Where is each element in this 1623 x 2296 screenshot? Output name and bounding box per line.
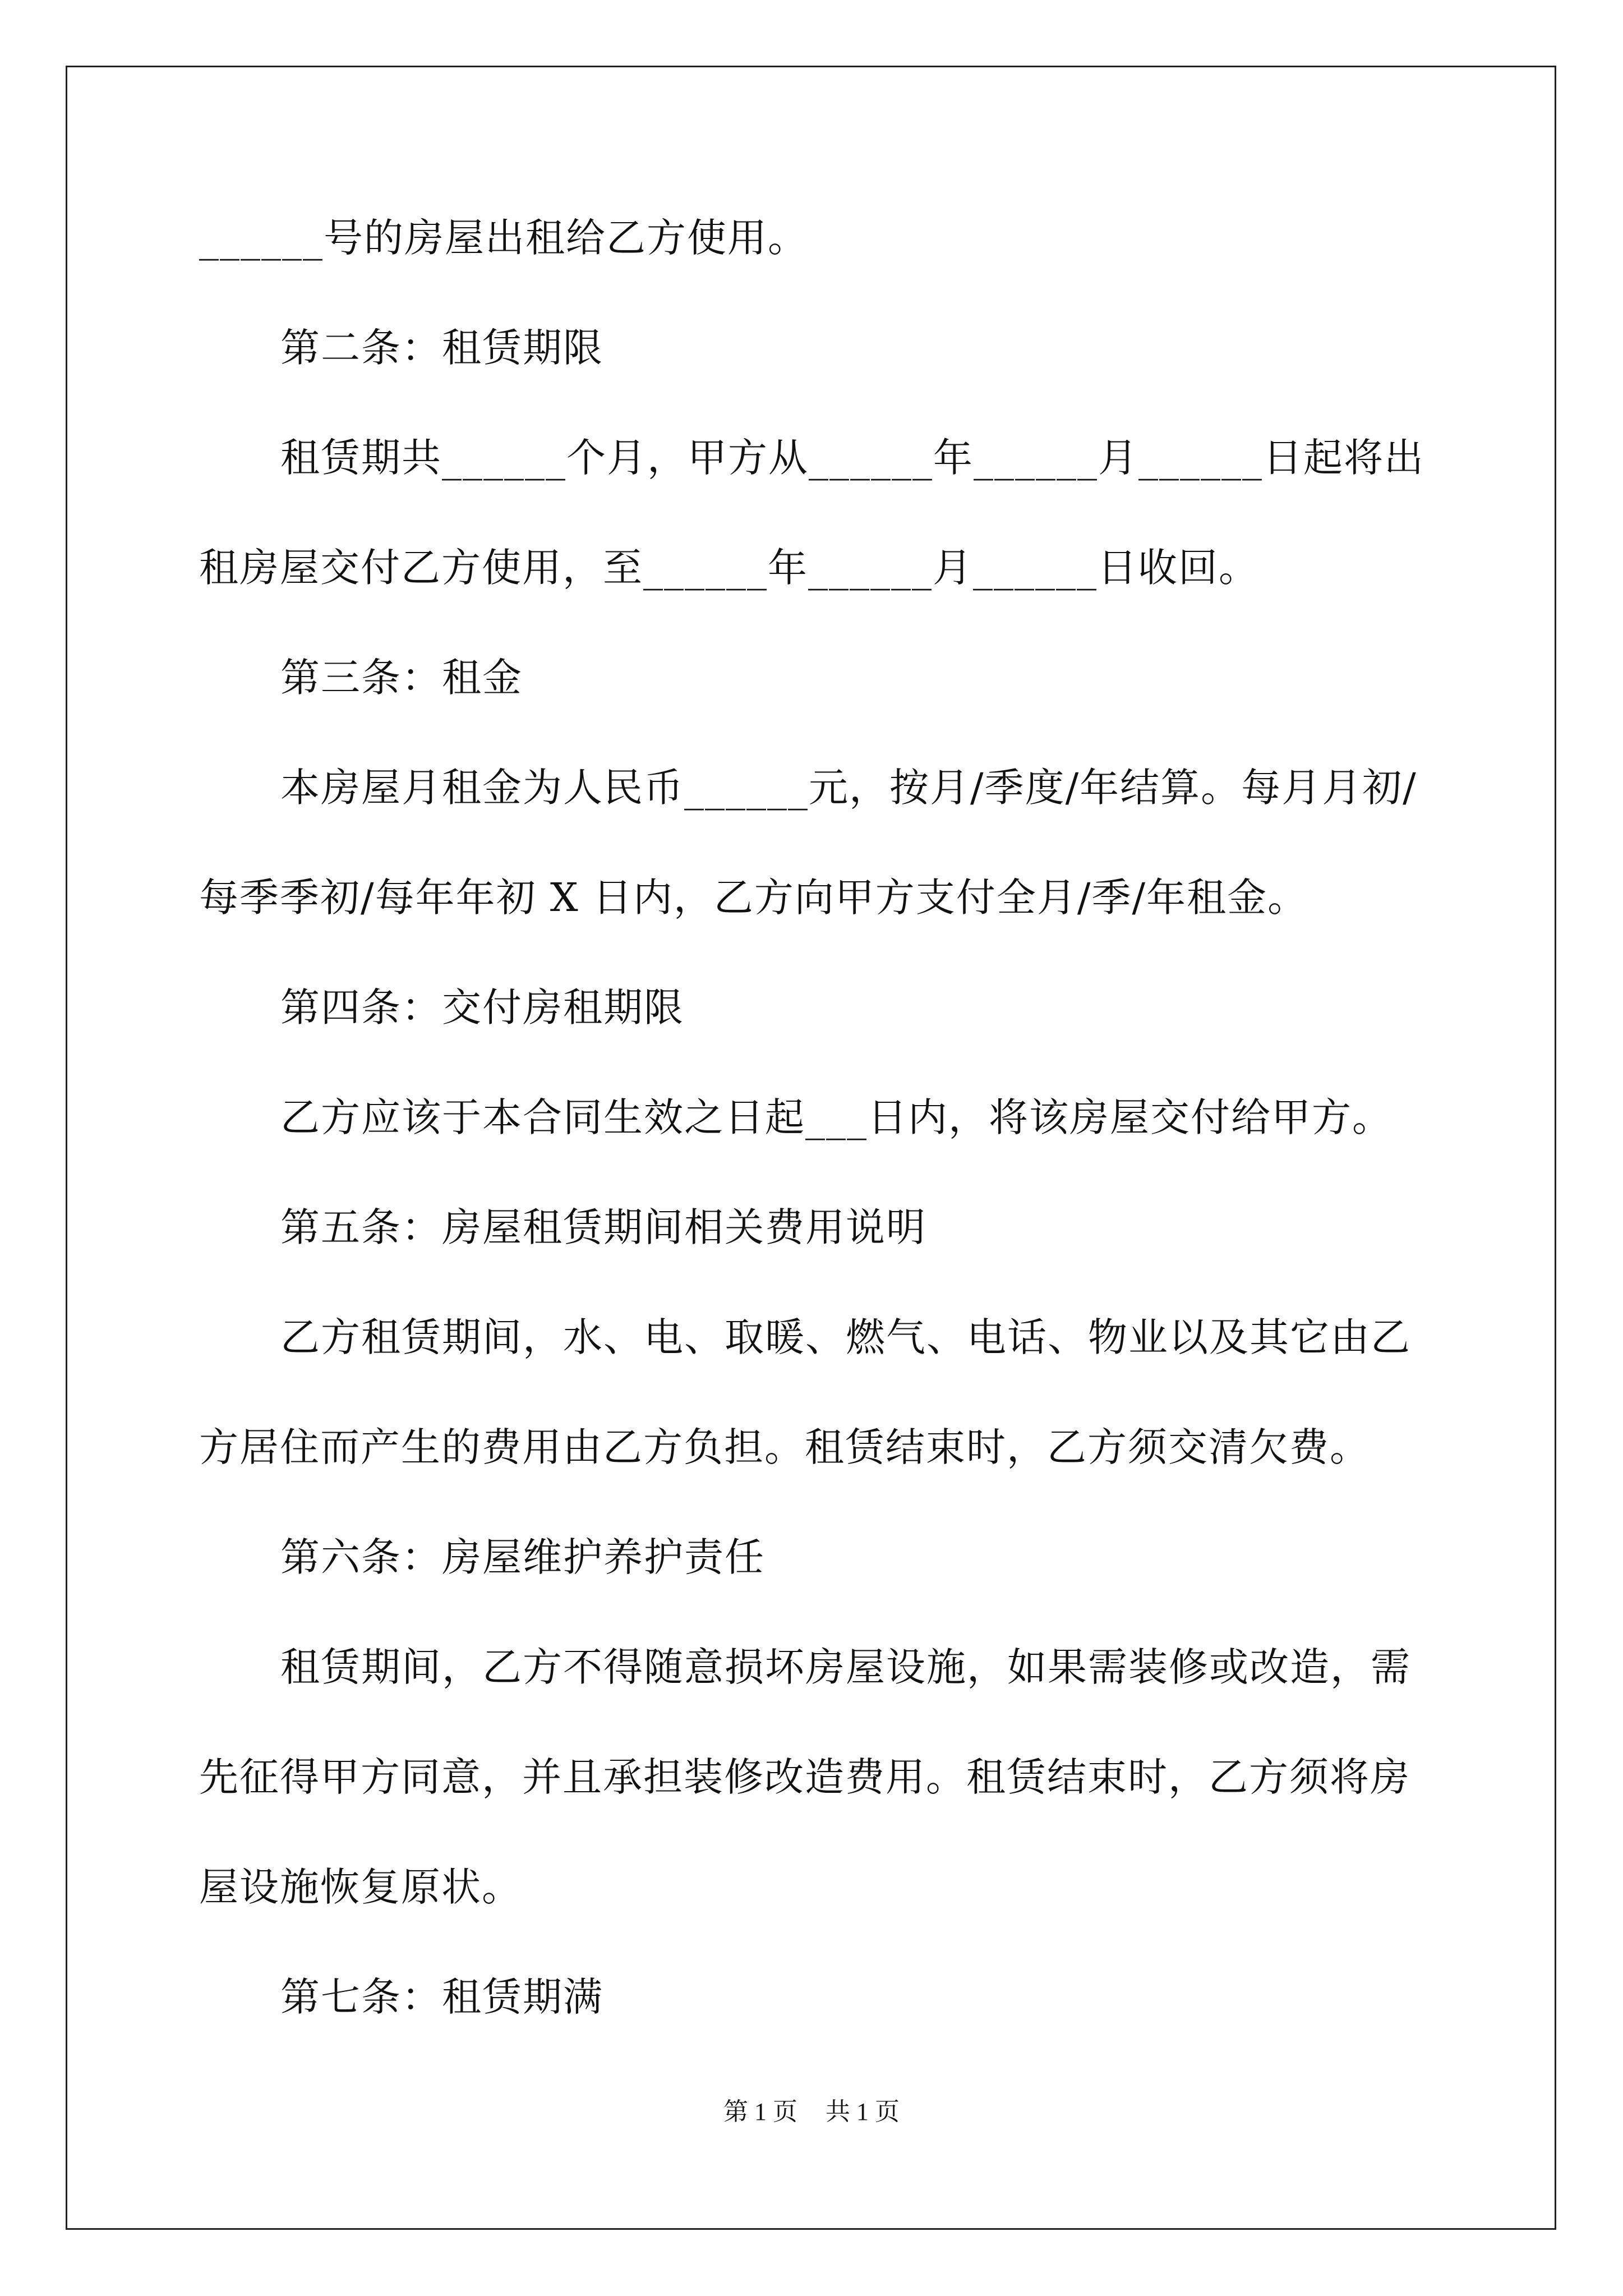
text-line: 本房屋月租金为人民币______元，按月/季度/年结算。每月月初/ [280, 765, 1417, 811]
clause-heading: 第五条：房屋租赁期间相关费用说明 [280, 1204, 926, 1250]
clause-heading: 第三条：租金 [280, 655, 523, 701]
text-line: 先征得甲方同意，并且承担装修改造费用。租赁结束时，乙方须将房 [199, 1754, 1410, 1800]
text-line: 每季季初/每年年初 X 日内，乙方向甲方支付全月/季/年租金。 [199, 875, 1308, 921]
clause-heading: 第六条：房屋维护养护责任 [280, 1534, 765, 1580]
text-line: 乙方租赁期间，水、电、取暖、燃气、电话、物业以及其它由乙 [280, 1314, 1411, 1360]
page-footer [0, 2095, 1623, 2129]
clause-heading: 第七条：租赁期满 [280, 1974, 603, 2020]
text-line: 租赁期共______个月，甲方从______年______月______日起将出 [280, 435, 1424, 481]
contract-body [199, 210, 1433, 2079]
text-line: 租房屋交付乙方使用，至______年______月______日收回。 [199, 545, 1259, 591]
text-line: ______号的房屋出租给乙方使用。 [199, 215, 808, 261]
text-line: 方居住而产生的费用由乙方负担。租赁结束时，乙方须交清欠费。 [199, 1424, 1370, 1470]
clause-heading: 第四条：交付房租期限 [280, 984, 684, 1030]
clause-heading: 第二条：租赁期限 [280, 325, 603, 371]
page-total: 共 1 页 [826, 2098, 900, 2125]
text-line: 乙方应该于本合同生效之日起___日内，将该房屋交付给甲方。 [280, 1094, 1393, 1140]
text-line: 屋设施恢复原状。 [199, 1864, 522, 1910]
page-number: 第 1 页 [723, 2098, 797, 2125]
text-line: 租赁期间，乙方不得随意损坏房屋设施，如果需装修或改造，需 [280, 1644, 1411, 1690]
